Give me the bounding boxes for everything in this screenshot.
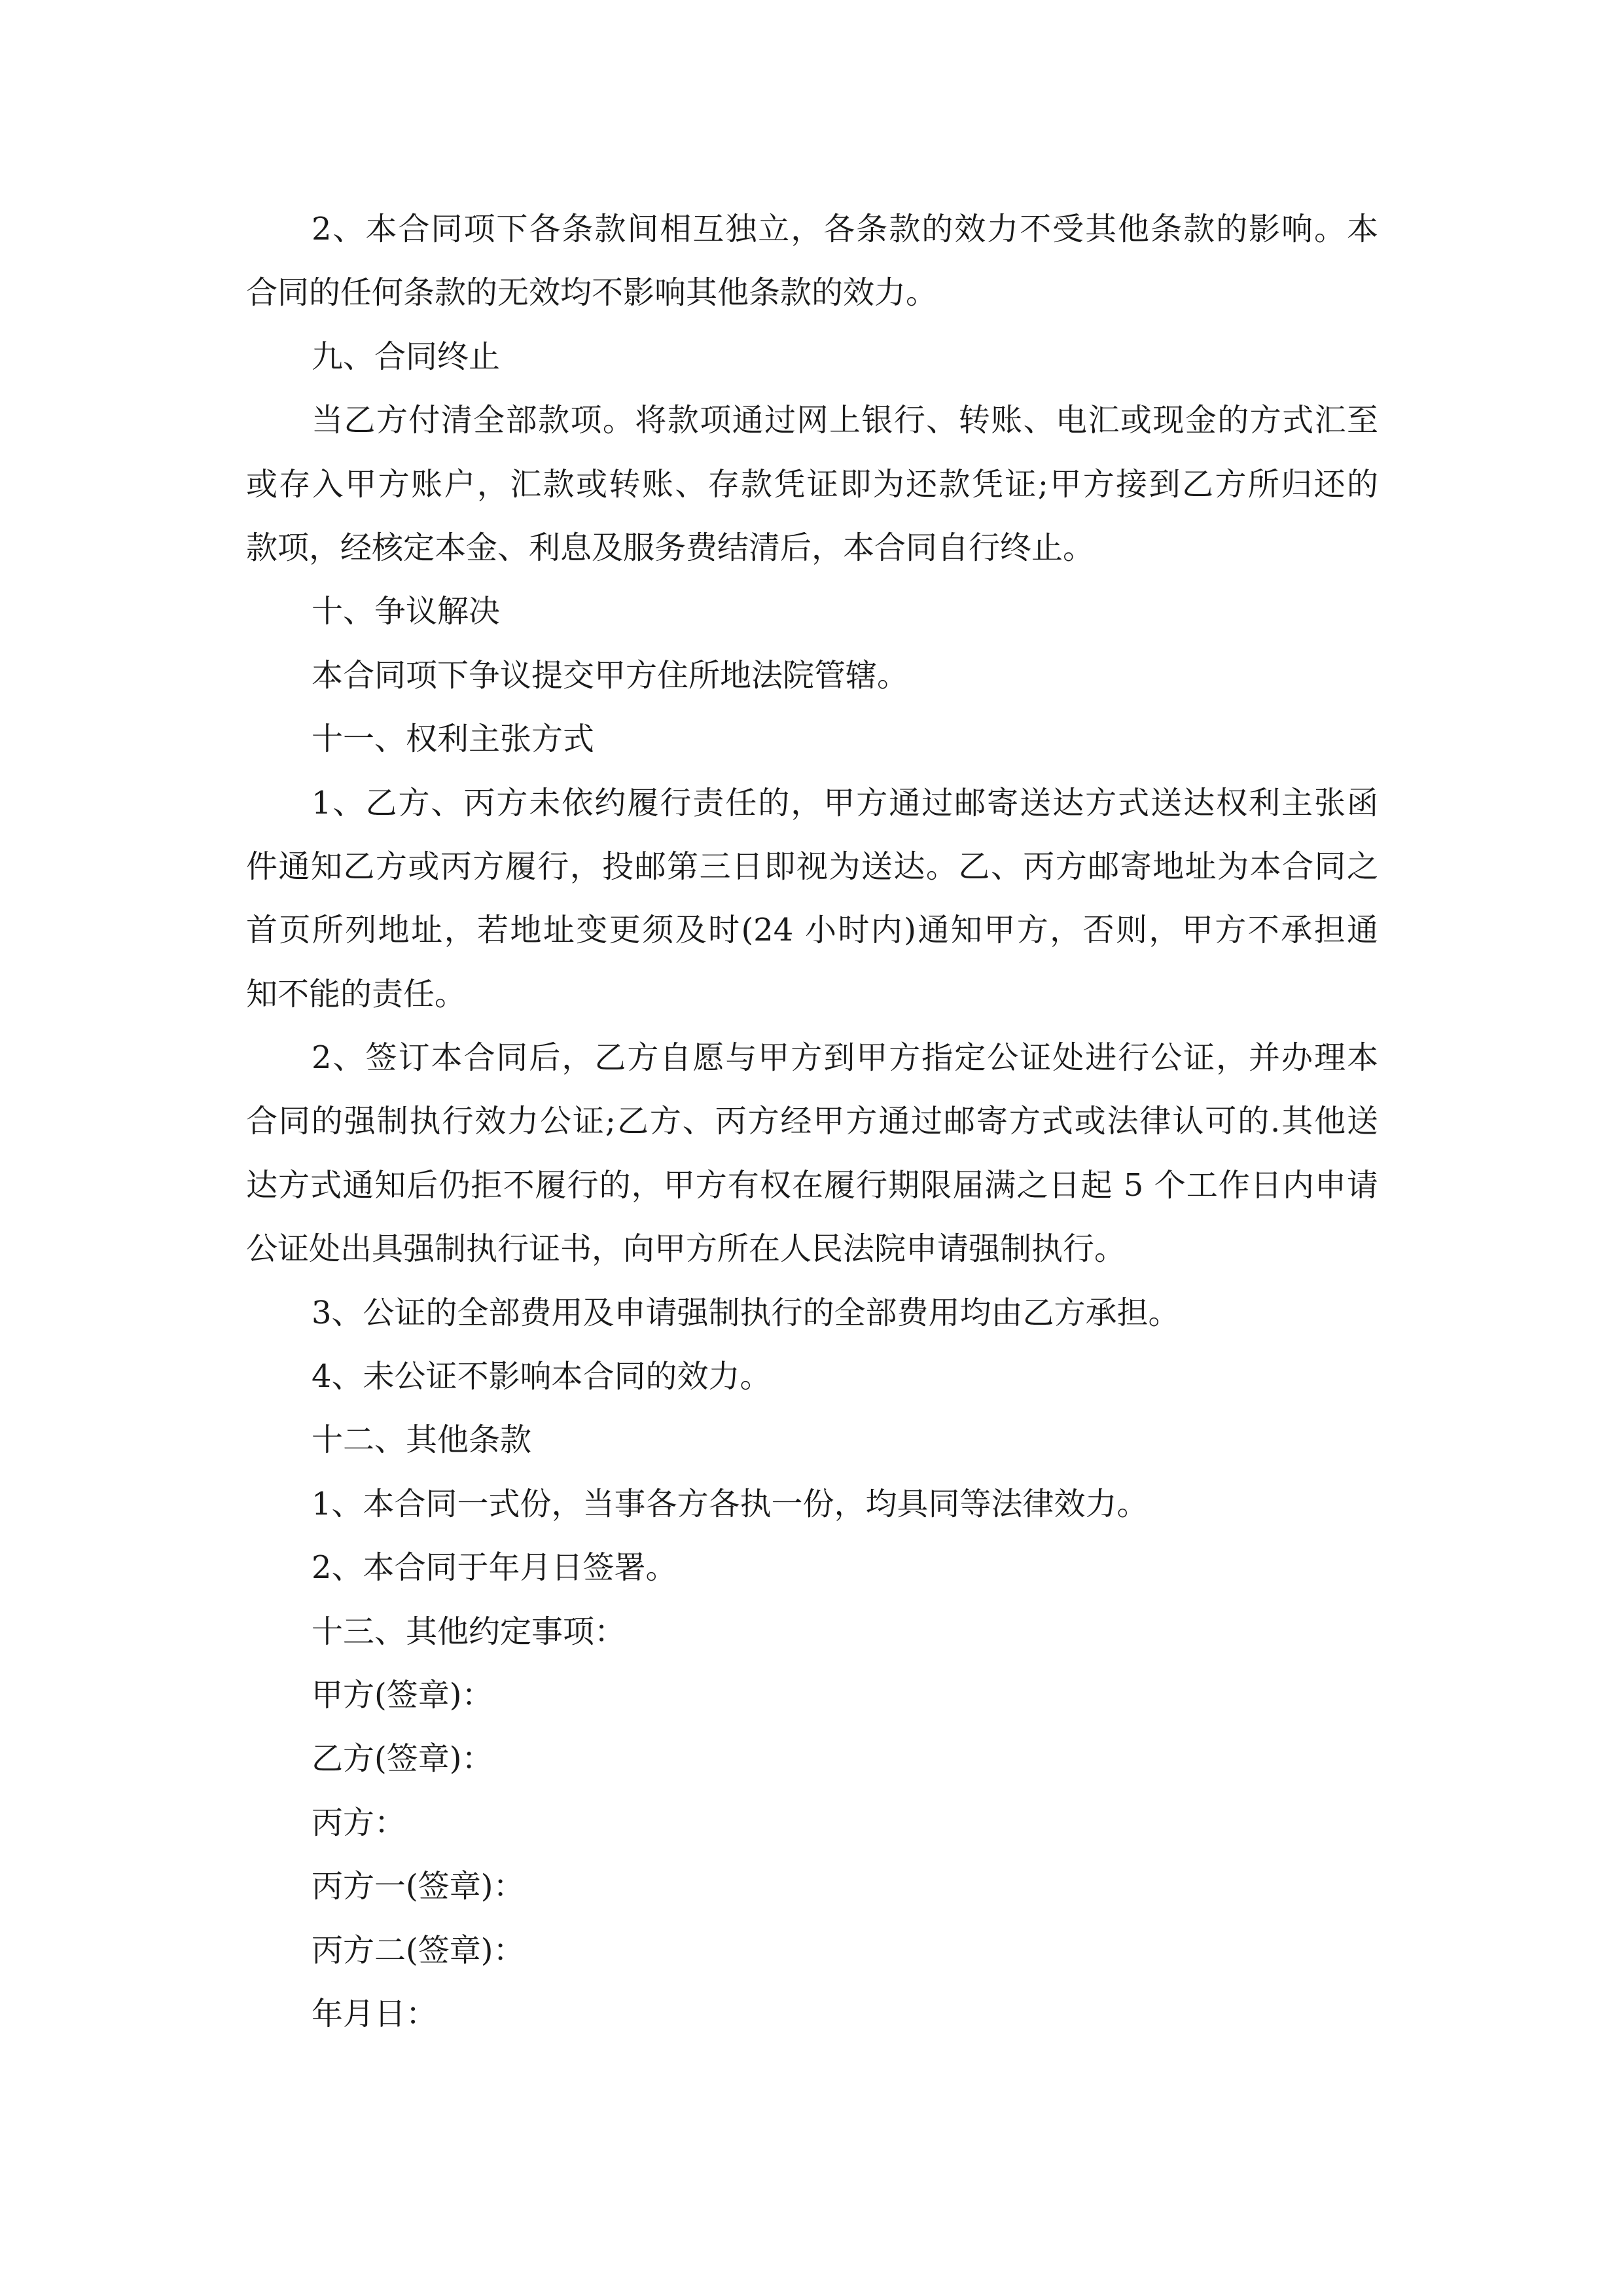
document-body xyxy=(246,198,1378,2046)
document-text-line: 九、合同终止 xyxy=(312,338,501,375)
document-text-line: 达方式通知后仍拒不履行的，甲方有权在履行期限届满之日起 5 个工作日内申请 xyxy=(246,1166,1378,1204)
document-text-line: 合同的任何条款的无效均不影响其他条款的效力。 xyxy=(246,274,938,312)
document-text-line: 丙方： xyxy=(312,1804,406,1841)
document-text-line: 十、争议解决 xyxy=(312,593,501,630)
document-text-line: 款项，经核定本金、利息及服务费结清后，本合同自行终止。 xyxy=(246,529,1095,566)
document-text-line: 2、签订本合同后，乙方自愿与甲方到甲方指定公证处进行公证，并办理本 xyxy=(312,1039,1378,1077)
document-text-line: 或存入甲方账户，汇款或转账、存款凭证即为还款凭证;甲方接到乙方所归还的 xyxy=(246,465,1378,503)
document-text-line: 首页所列地址，若地址变更须及时(24 小时内)通知甲方，否则，甲方不承担通 xyxy=(246,912,1378,949)
document-text-line: 当乙方付清全部款项。将款项通过网上银行、转账、电汇或现金的方式汇至 xyxy=(312,402,1378,439)
document-text-line: 4、未公证不影响本合同的效力。 xyxy=(312,1358,772,1395)
document-text-line: 1、乙方、丙方未依约履行责任的，甲方通过邮寄送达方式送达权利主张函 xyxy=(312,784,1378,821)
document-text-line: 十一、权利主张方式 xyxy=(312,721,595,758)
document-text-line: 1、本合同一式份，当事各方各执一份，均具同等法律效力。 xyxy=(312,1485,1149,1522)
document-text-line: 丙方一(签章)： xyxy=(312,1868,525,1905)
document-text-line: 乙方(签章)： xyxy=(312,1740,493,1778)
document-text-line: 3、公证的全部费用及申请强制执行的全部费用均由乙方承担。 xyxy=(312,1294,1180,1331)
document-text-line: 知不能的责任。 xyxy=(246,975,467,1013)
document-text-line: 年月日： xyxy=(312,1995,438,2032)
document-text-line: 合同的强制执行效力公证;乙方、丙方经甲方通过邮寄方式或法律认可的.其他送 xyxy=(246,1103,1378,1140)
document-text-line: 公证处出具强制执行证书，向甲方所在人民法院申请强制执行。 xyxy=(246,1230,1126,1268)
document-text-line: 2、本合同项下各条款间相互独立，各条款的效力不受其他条款的影响。本 xyxy=(312,211,1378,247)
document-text-line: 本合同项下争议提交甲方住所地法院管辖。 xyxy=(312,656,909,694)
document-text-line: 十二、其他条款 xyxy=(312,1422,532,1459)
document-text-line: 甲方(签章)： xyxy=(312,1676,493,1713)
document-text-line: 2、本合同于年月日签署。 xyxy=(312,1549,677,1587)
document-text-line: 丙方二(签章)： xyxy=(312,1931,525,1969)
document-text-line: 件通知乙方或丙方履行，投邮第三日即视为送达。乙、丙方邮寄地址为本合同之 xyxy=(246,848,1378,885)
document-text-line: 十三、其他约定事项： xyxy=(312,1613,626,1650)
